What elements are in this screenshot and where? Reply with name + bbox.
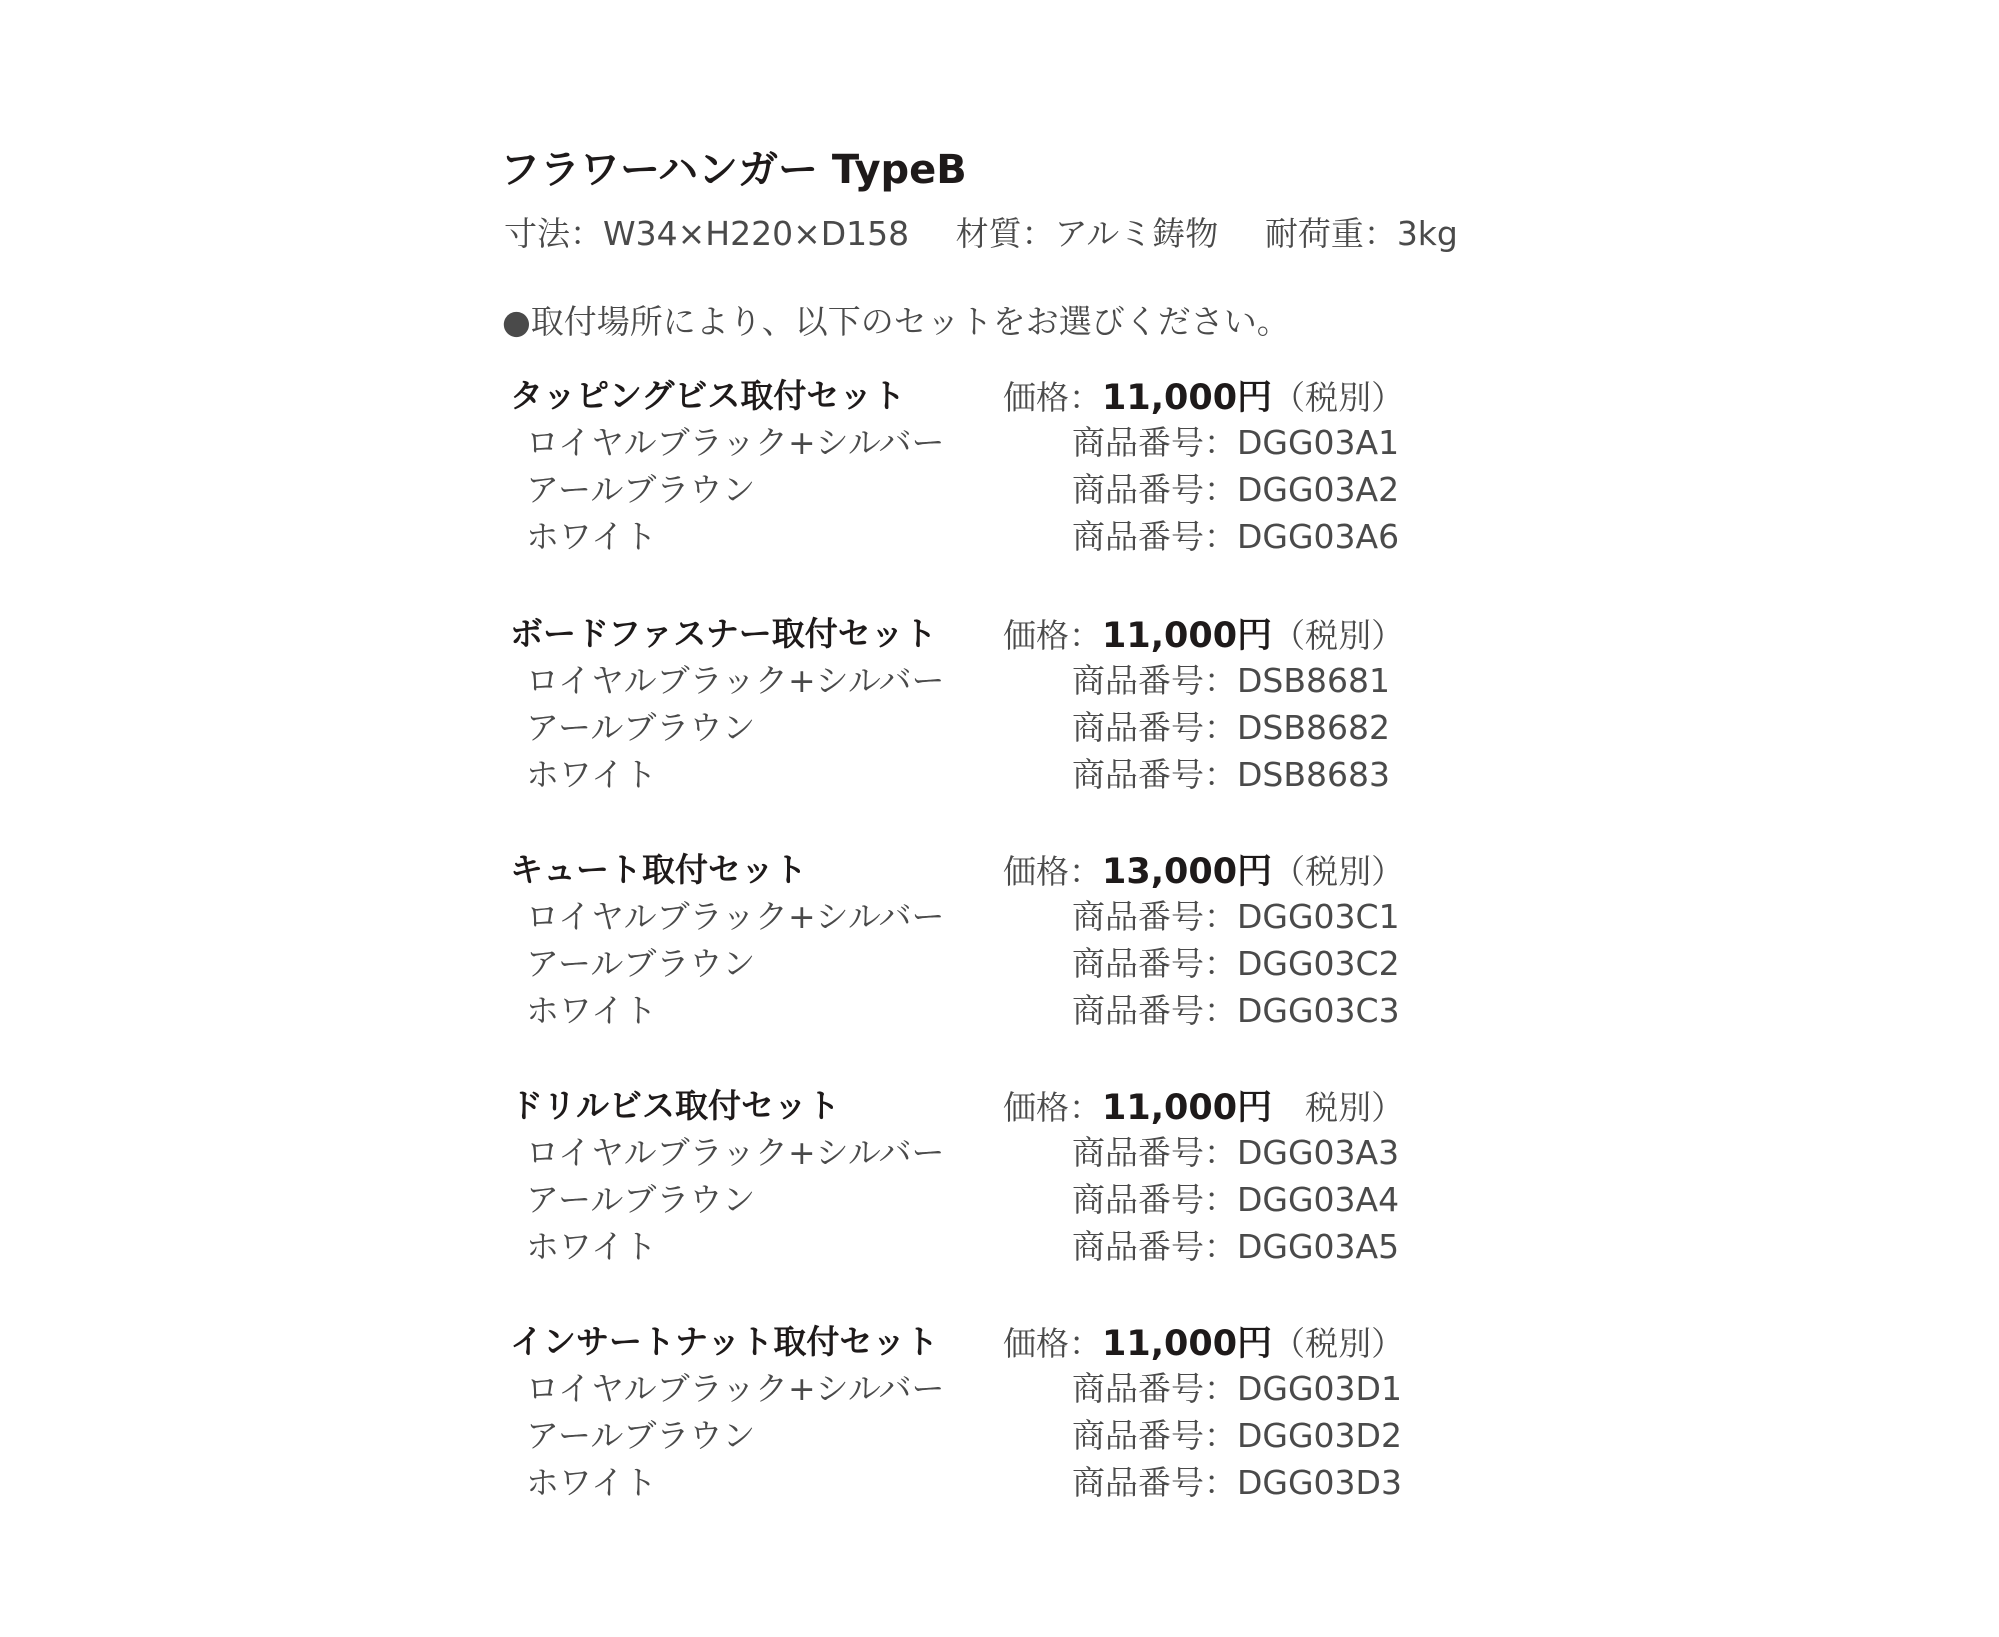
mounting-set-section bbox=[500, 844, 1500, 1044]
price-label: 価格： bbox=[1003, 1088, 1102, 1127]
list-item bbox=[500, 1457, 1500, 1501]
price-label: 価格： bbox=[1003, 852, 1102, 891]
color-name: アールブラウン bbox=[526, 1416, 756, 1455]
spec-line bbox=[504, 208, 1494, 255]
price-label: 価格： bbox=[1003, 378, 1102, 417]
set-price bbox=[1003, 1080, 1404, 1130]
price-amount: 11,000円 bbox=[1102, 616, 1273, 656]
list-item bbox=[500, 891, 1500, 935]
list-item bbox=[500, 985, 1500, 1029]
color-name: ロイヤルブラック+シルバー bbox=[526, 661, 945, 700]
set-price bbox=[1003, 844, 1404, 894]
product-code: 商品番号：DGG03D3 bbox=[1072, 1463, 1402, 1502]
list-item bbox=[500, 938, 1500, 982]
list-item bbox=[500, 1174, 1500, 1218]
spec-dimensions: 寸法：W34×H220×D158 bbox=[504, 214, 910, 253]
color-name: アールブラウン bbox=[526, 944, 756, 983]
list-item bbox=[500, 1127, 1500, 1171]
color-name: アールブラウン bbox=[526, 708, 756, 747]
mounting-set-section bbox=[500, 608, 1500, 808]
color-name: ロイヤルブラック+シルバー bbox=[526, 1369, 945, 1408]
list-item bbox=[500, 1221, 1500, 1265]
price-tax-note: （税別） bbox=[1272, 378, 1405, 417]
product-code: 商品番号：DGG03A2 bbox=[1072, 470, 1400, 509]
product-code: 商品番号：DGG03C1 bbox=[1072, 897, 1400, 936]
price-tax-note: 税別） bbox=[1272, 1088, 1405, 1127]
price-amount: 11,000円 bbox=[1102, 378, 1273, 418]
product-code: 商品番号：DGG03A3 bbox=[1072, 1133, 1400, 1172]
list-item bbox=[500, 511, 1500, 555]
set-name: ドリルビス取付セット bbox=[510, 1086, 840, 1125]
list-item bbox=[500, 1363, 1500, 1407]
set-name: ボードファスナー取付セット bbox=[510, 614, 937, 653]
product-code: 商品番号：DGG03C2 bbox=[1072, 944, 1400, 983]
list-item bbox=[500, 749, 1500, 793]
set-name: キュート取付セット bbox=[510, 850, 807, 889]
price-tax-note: （税別） bbox=[1272, 852, 1405, 891]
list-item bbox=[500, 417, 1500, 461]
product-code: 商品番号：DGG03C3 bbox=[1072, 991, 1400, 1030]
price-amount: 13,000円 bbox=[1102, 852, 1273, 892]
mounting-set-section bbox=[500, 1080, 1500, 1280]
product-code: 商品番号：DGG03A4 bbox=[1072, 1180, 1400, 1219]
spec-material: 材質：アルミ鋳物 bbox=[955, 214, 1219, 253]
list-item bbox=[500, 1410, 1500, 1454]
color-name: アールブラウン bbox=[526, 470, 756, 509]
list-item bbox=[500, 655, 1500, 699]
price-amount: 11,000円 bbox=[1102, 1088, 1273, 1128]
set-price bbox=[1003, 608, 1404, 658]
product-code: 商品番号：DSB8681 bbox=[1072, 661, 1390, 700]
color-name: ホワイト bbox=[526, 755, 658, 794]
price-tax-note: （税別） bbox=[1272, 616, 1405, 655]
mounting-set-section bbox=[500, 1316, 1500, 1516]
selection-notice: ●取付場所により、以下のセットをお選びください。 bbox=[502, 302, 1290, 341]
price-label: 価格： bbox=[1003, 1324, 1102, 1363]
set-name: タッピングビス取付セット bbox=[510, 376, 906, 415]
set-price bbox=[1003, 1316, 1404, 1366]
list-item bbox=[500, 464, 1500, 508]
color-name: ロイヤルブラック+シルバー bbox=[526, 1133, 945, 1172]
color-name: ロイヤルブラック+シルバー bbox=[526, 423, 945, 462]
color-name: ロイヤルブラック+シルバー bbox=[526, 897, 945, 936]
product-code: 商品番号：DGG03A5 bbox=[1072, 1227, 1400, 1266]
product-code: 商品番号：DGG03D1 bbox=[1072, 1369, 1402, 1408]
product-code: 商品番号：DSB8683 bbox=[1072, 755, 1390, 794]
set-name: インサートナット取付セット bbox=[510, 1322, 939, 1361]
color-name: アールブラウン bbox=[526, 1180, 756, 1219]
price-label: 価格： bbox=[1003, 616, 1102, 655]
price-tax-note: （税別） bbox=[1272, 1324, 1405, 1363]
product-code: 商品番号：DSB8682 bbox=[1072, 708, 1390, 747]
spec-load: 耐荷重：3kg bbox=[1264, 214, 1458, 253]
product-code: 商品番号：DGG03A1 bbox=[1072, 423, 1400, 462]
product-code: 商品番号：DGG03D2 bbox=[1072, 1416, 1402, 1455]
color-name: ホワイト bbox=[526, 1227, 658, 1266]
price-amount: 11,000円 bbox=[1102, 1324, 1273, 1364]
set-price bbox=[1003, 370, 1404, 420]
mounting-set-section bbox=[500, 370, 1500, 570]
color-name: ホワイト bbox=[526, 517, 658, 556]
list-item bbox=[500, 702, 1500, 746]
color-name: ホワイト bbox=[526, 1463, 658, 1502]
color-name: ホワイト bbox=[526, 991, 658, 1030]
product-title: フラワーハンガー TypeB bbox=[500, 147, 967, 193]
product-code: 商品番号：DGG03A6 bbox=[1072, 517, 1400, 556]
